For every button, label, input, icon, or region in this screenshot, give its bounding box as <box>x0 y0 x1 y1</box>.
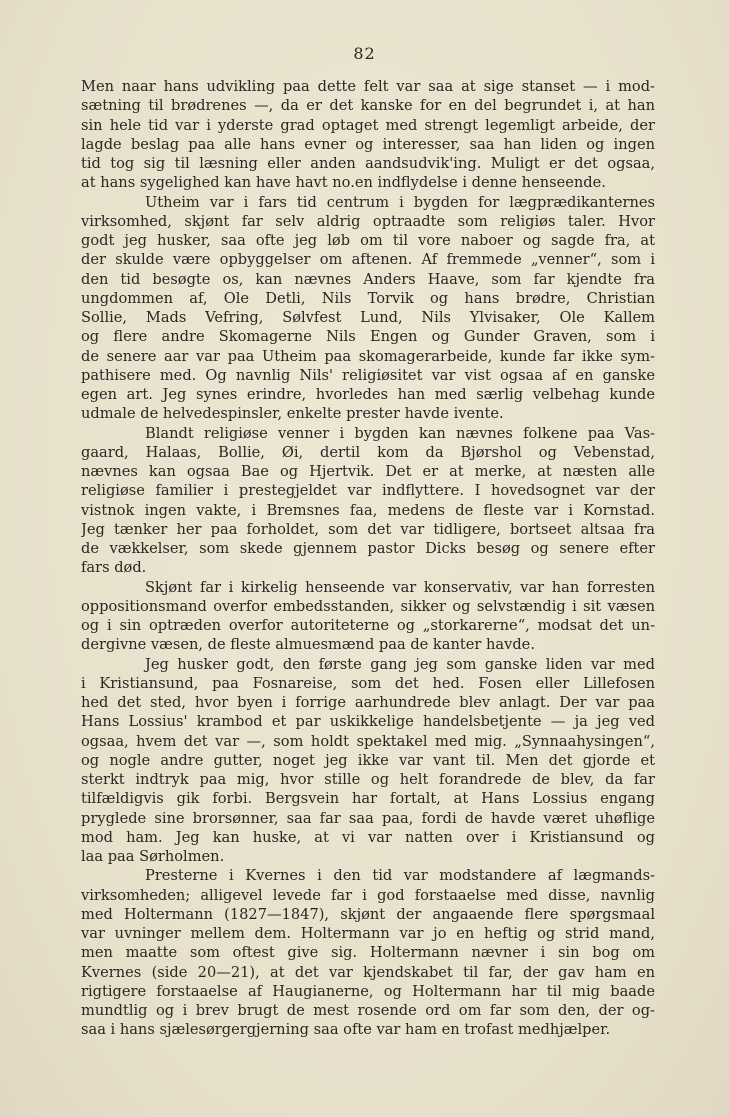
text-line: dergivne væsen, de fleste almuesmænd paa de kanter havde. <box>81 636 535 654</box>
text-line: egen art. Jeg synes erindre, hvorledes han med særlig velbehag kunde <box>81 386 655 403</box>
text-line: laa paa Sørholmen. <box>81 848 225 865</box>
text-line: at hans sygelighed kan have havt no.en indflydelse i denne henseende. <box>81 174 606 192</box>
text-line: sterkt indtryk paa mig, hvor stille og helt forandrede de blev, da far <box>81 771 655 788</box>
text-line: Utheim var i fars tid centrum i bygden for lægprædikanternes <box>145 193 655 211</box>
text-line: mundtlig og i brev brugt de mest rosende ord om far som den, der og- <box>81 1002 655 1019</box>
text-line: gaard, Halaas, Bollie, Øi, dertil kom da Bjørshol og Vebenstad, <box>81 443 655 461</box>
text-line: rigtigere forstaaelse af Haugianerne, og Holtermann har til mig baade <box>81 982 655 1000</box>
text-line: ungdommen af, Ole Detli, Nils Torvik og hans brødre, Christian <box>81 289 655 307</box>
page-number: 82 <box>353 44 376 63</box>
text-line: Blandt religiøse venner i bygden kan nævnes folkene paa Vas- <box>145 424 655 442</box>
text-line: godt jeg husker, saa ofte jeg løb om til vore naboer og sagde fra, at <box>81 232 655 249</box>
text-line: den tid besøgte os, kan nævnes Anders Haave, som far kjendte fra <box>81 270 655 288</box>
text-line: oppositionsmand overfor embedsstanden, sikker og selvstændig i sit væsen <box>81 597 655 615</box>
text-line: Men naar hans udvikling paa dette felt var saa at sige stanset — i mod- <box>81 78 655 95</box>
text-line: virksomheden; alligevel levede far i god forstaaelse med disse, navnlig <box>81 886 655 904</box>
text-line: sin hele tid var i yderste grad optaget med strengt legemligt arbeide, der <box>81 116 655 134</box>
text-line: i Kristiansund, paa Fosnareise, som det hed. Fosen eller Lillefosen <box>81 674 655 692</box>
text-line: saa i hans sjælesørgergjerning saa ofte var ham en trofast medhjælper. <box>81 1021 611 1039</box>
text-line: udmale de helvedespinsler, enkelte prester havde ivente. <box>81 405 504 423</box>
text-line: religiøse familier i prestegjeldet var indflyttere. I hovedsognet var der <box>81 482 655 500</box>
text-line: hed det sted, hvor byen i forrige aarhundrede blev anlagt. Der var paa <box>81 694 655 711</box>
text-line: pathisere med. Og navnlig Nils' religiøsitet var vist ogsaa af en ganske <box>81 366 655 384</box>
text-line: de vækkelser, som skede gjennem pastor Dicks besøg og senere efter <box>81 540 655 557</box>
text-line: Sollie, Mads Vefring, Sølvfest Lund, Nils Ylvisaker, Ole Kallem <box>81 309 655 326</box>
text-line: Kvernes (side 20—21), at det var kjendskabet til far, der gav ham en <box>81 963 655 981</box>
text-line: der skulde være opbyggelser om aftenen. Af fremmede „venner“, som i <box>81 251 655 269</box>
text-line: sætning til brødrenes —, da er det kanske for en del begrundet i, at han <box>81 97 655 115</box>
text-line: Hans Lossius' krambod et par uskikkelige handelsbetjente — ja jeg ved <box>81 713 655 731</box>
text-line: lagde beslag paa alle hans evner og interesser, saa han liden og ingen <box>81 135 655 153</box>
text-line: med Holtermann (1827—1847), skjønt der angaaende flere spørgsmaal <box>81 905 655 923</box>
text-line: nævnes kan ogsaa Bae og Hjertvik. Det er at merke, at næsten alle <box>81 463 655 480</box>
text-line: pryglede sine brorsønner, saa far saa paa, fordi de havde været uhøflige <box>81 809 655 827</box>
text-line: mod ham. Jeg kan huske, at vi var natten over i Kristiansund og <box>81 828 655 846</box>
text-line: de senere aar var paa Utheim paa skomagerarbeide, kunde far ikke sym- <box>81 347 655 365</box>
text-line: og nogle andre gutter, noget jeg ikke var vant til. Men det gjorde et <box>81 751 655 769</box>
text-line: tilfældigvis gik forbi. Bergsvein har fortalt, at Hans Lossius engang <box>81 790 655 808</box>
text-line: var uvninger mellem dem. Holtermann var jo en heftig og strid mand, <box>81 925 655 942</box>
text-line: ogsaa, hvem det var —, som holdt spektakel med mig. „Synnaahysingen“, <box>81 732 655 750</box>
text-line: og flere andre Skomagerne Nils Engen og Gunder Graven, som i <box>81 328 655 346</box>
text-line: Skjønt far i kirkelig henseende var konservativ, var han forresten <box>145 578 655 596</box>
text-line: vistnok ingen vakte, i Bremsnes faa, medens de fleste var i Kornstad. <box>81 501 655 519</box>
text-line: Jeg tænker her paa forholdet, som det var tidligere, bortseet altsaa fra <box>81 520 655 538</box>
text-line: fars død. <box>81 559 147 577</box>
text-line: Presterne i Kvernes i den tid var modstandere af lægmands- <box>145 867 655 885</box>
text-line: Jeg husker godt, den første gang jeg som ganske liden var med <box>145 655 655 673</box>
body-text <box>81 77 655 1040</box>
text-line: og i sin optræden overfor autoriteterne og „storkarerne“, modsat det un- <box>81 617 655 634</box>
text-line: virksomhed, skjønt far selv aldrig optraadte som religiøs taler. Hvor <box>81 212 655 230</box>
text-line: tid tog sig til læsning eller anden aandsudvik'ing. Muligt er det ogsaa, <box>81 155 655 172</box>
text-line: men maatte som oftest give sig. Holtermann nævner i sin bog om <box>81 944 655 962</box>
